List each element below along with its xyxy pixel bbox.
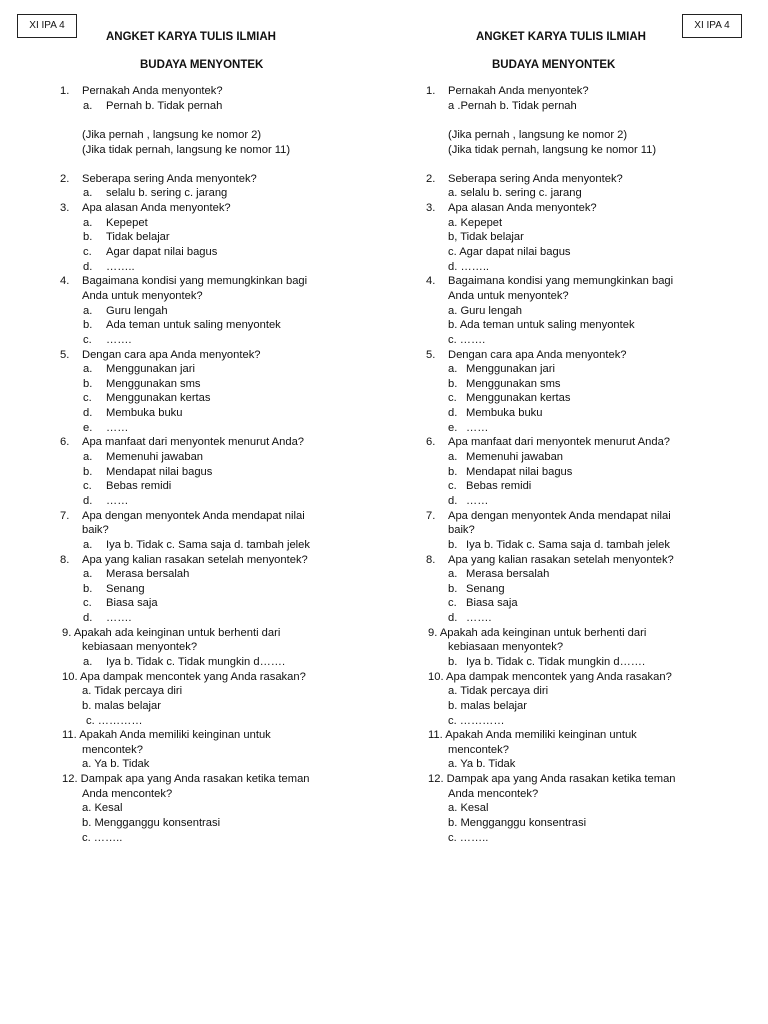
answer-row [0, 333, 384, 348]
questionnaire-title: ANGKET KARYA TULIS ILMIAH [476, 31, 646, 43]
answer-row [384, 626, 768, 641]
row-text: Iya b. Tidak c. Tidak mungkin d……. [106, 655, 286, 668]
row-text: Bebas remidi [466, 480, 532, 493]
row-text: Agar dapat nilai bagus [106, 246, 218, 259]
row-text: Apa yang kalian rasakan setelah menyontek? [448, 553, 674, 566]
row-text: Mendapat nilai bagus [106, 465, 213, 478]
row-text: 10. Apa dampak mencontek yang Anda rasakan? [62, 670, 306, 683]
answer-row [0, 743, 384, 758]
row-text: 10. Apa dampak mencontek yang Anda rasakan? [428, 670, 672, 683]
answer-row [384, 772, 768, 787]
answer-row [384, 260, 768, 275]
option-letter: c. [448, 392, 457, 405]
row-text: Memenuhi jawaban [466, 451, 564, 464]
row-text: mencontek? [82, 743, 143, 756]
answer-row [0, 523, 384, 538]
answer-row [0, 186, 384, 201]
answer-row [0, 143, 384, 158]
answer-row [0, 479, 384, 494]
row-text: mencontek? [448, 743, 509, 756]
questionnaire-subtitle: BUDAYA MENYONTEK [140, 59, 264, 71]
answer-row [384, 655, 768, 670]
row-text: 12. Dampak apa yang Anda rasakan ketika teman [62, 773, 310, 786]
option-letter: e. [448, 421, 458, 434]
answer-row [0, 567, 384, 582]
row-text: Menggunakan kertas [466, 392, 571, 405]
answer-row [384, 684, 768, 699]
row-text: c. Agar dapat nilai bagus [448, 246, 571, 259]
row-text: Apa yang kalian rasakan setelah menyontek? [82, 553, 308, 566]
answer-row [384, 479, 768, 494]
row-text: Apa dengan menyontek Anda mendapat nilai [448, 509, 671, 522]
answer-row [0, 391, 384, 406]
question-list [384, 84, 768, 845]
option-letter: b. [83, 231, 93, 244]
answer-row [384, 333, 768, 348]
option-letter: d. [448, 407, 458, 420]
row-text: Apa alasan Anda menyontek? [82, 202, 231, 215]
row-text: Anda untuk menyontek? [82, 289, 203, 302]
blank-line [384, 113, 768, 128]
answer-row [384, 230, 768, 245]
row-text: Memenuhi jawaban [106, 451, 204, 464]
row-text: Anda mencontek? [82, 787, 173, 800]
question-row [384, 201, 768, 216]
option-letter: e. [83, 421, 93, 434]
row-text: …… [466, 494, 489, 507]
answer-row [384, 801, 768, 816]
answer-row [0, 230, 384, 245]
row-text: b. Mengganggu konsentrasi [82, 817, 221, 830]
row-text: Biasa saja [106, 597, 158, 610]
blank-line [0, 113, 384, 128]
answer-row [384, 494, 768, 509]
answer-row [0, 289, 384, 304]
row-text: …… [466, 421, 489, 434]
option-letter: c. [83, 333, 92, 346]
option-letter: b. [448, 655, 458, 668]
question-row [0, 84, 384, 99]
question-number: 2. [60, 172, 70, 185]
option-letter: c. [83, 392, 92, 405]
row-text: ……. [106, 333, 132, 346]
row-text: a. Kesal [448, 802, 489, 815]
row-text: Apa manfaat dari menyontek menurut Anda? [82, 436, 305, 449]
blank-line [0, 157, 384, 172]
answer-row [0, 611, 384, 626]
option-letter: d. [83, 407, 93, 420]
row-text: Membuka buku [466, 407, 543, 420]
row-text: Bagaimana kondisi yang memungkinkan bagi [82, 275, 308, 288]
row-text: Menggunakan jari [466, 363, 555, 376]
row-text: Pernakah Anda menyontek? [448, 85, 589, 97]
row-text: a. Tidak percaya diri [448, 685, 549, 698]
class-label-box: XI IPA 4 [682, 14, 742, 38]
question-row [384, 553, 768, 568]
questionnaire-title: ANGKET KARYA TULIS ILMIAH [106, 31, 276, 43]
option-letter: a. [83, 538, 93, 551]
answer-row [0, 714, 384, 729]
row-text: (Jika pernah , langsung ke nomor 2) [448, 128, 628, 141]
answer-row [0, 216, 384, 231]
question-number: 6. [426, 436, 436, 449]
row-text: b. malas belajar [448, 699, 527, 712]
question-row [384, 84, 768, 99]
question-number: 2. [426, 172, 436, 185]
row-text: a .Pernah b. Tidak pernah [448, 99, 577, 112]
answer-row [384, 186, 768, 201]
row-text: b. Mengganggu konsentrasi [448, 817, 587, 830]
row-text: baik? [82, 524, 109, 537]
answer-row [0, 260, 384, 275]
row-text: (Jika tidak pernah, langsung ke nomor 11) [448, 143, 657, 156]
row-text: a. Tidak percaya diri [82, 685, 183, 698]
answer-row [0, 538, 384, 553]
option-letter: d. [83, 260, 93, 273]
answer-row [384, 391, 768, 406]
answer-row [0, 362, 384, 377]
row-text: ……. [106, 612, 132, 625]
row-text: kebiasaan menyontek? [448, 641, 564, 654]
row-text: Guru lengah [106, 304, 168, 317]
row-text: …… [106, 421, 129, 434]
question-number: 5. [60, 348, 70, 361]
row-text: selalu b. sering c. jarang [106, 187, 228, 200]
row-text: Pernakah Anda menyontek? [82, 85, 223, 97]
question-number: 7. [426, 509, 436, 522]
row-text: b, Tidak belajar [448, 231, 524, 244]
option-letter: a. [83, 187, 93, 200]
row-text: Menggunakan sms [106, 377, 201, 390]
option-letter: a. [448, 568, 458, 581]
question-number: 7. [60, 509, 70, 522]
answer-row [384, 567, 768, 582]
row-text: Menggunakan kertas [106, 392, 211, 405]
option-letter: d. [448, 612, 458, 625]
answer-row [384, 318, 768, 333]
answer-row [0, 99, 384, 114]
answer-row [384, 450, 768, 465]
row-text: 11. Apakah Anda memiliki keinginan untuk [62, 729, 271, 742]
question-list [0, 84, 384, 845]
row-text: Dengan cara apa Anda menyontek? [448, 348, 627, 361]
row-text: Pernah b. Tidak pernah [106, 99, 223, 112]
answer-row [384, 143, 768, 158]
question-row [0, 348, 384, 363]
question-number: 4. [426, 275, 436, 288]
row-text: Seberapa sering Anda menyontek? [448, 172, 623, 185]
answer-row [0, 450, 384, 465]
row-text: b. Ada teman untuk saling menyontek [448, 319, 635, 332]
answer-row [0, 670, 384, 685]
option-letter: a. [448, 363, 458, 376]
row-text: Apa dengan menyontek Anda mendapat nilai [82, 509, 305, 522]
answer-row [384, 216, 768, 231]
row-text: (Jika tidak pernah, langsung ke nomor 11) [82, 143, 291, 156]
option-letter: a. [83, 304, 93, 317]
row-text: c. …….. [448, 831, 489, 844]
row-text: Senang [466, 582, 505, 595]
question-number: 1. [60, 85, 70, 97]
option-letter: d. [83, 494, 93, 507]
option-letter: d. [83, 612, 93, 625]
answer-row [0, 640, 384, 655]
row-text: Bagaimana kondisi yang memungkinkan bagi [448, 275, 674, 288]
question-number: 8. [60, 553, 70, 566]
row-text: c. ………… [448, 714, 505, 727]
answer-row [0, 245, 384, 260]
option-letter: b. [448, 465, 458, 478]
answer-row [0, 465, 384, 480]
answer-row [0, 728, 384, 743]
row-text: a. Ya b. Tidak [448, 758, 516, 771]
row-text: Tidak belajar [106, 231, 170, 244]
question-number: 3. [60, 202, 70, 215]
row-text: Seberapa sering Anda menyontek? [82, 172, 257, 185]
answer-row [384, 245, 768, 260]
option-letter: c. [83, 246, 92, 259]
question-number: 5. [426, 348, 436, 361]
answer-row [384, 289, 768, 304]
row-text: c. …….. [82, 831, 123, 844]
answer-row [0, 816, 384, 831]
row-text: 12. Dampak apa yang Anda rasakan ketika teman [428, 773, 676, 786]
option-letter: b. [83, 582, 93, 595]
question-number: 3. [426, 202, 436, 215]
row-text: Apa alasan Anda menyontek? [448, 202, 597, 215]
row-text: Anda mencontek? [448, 787, 539, 800]
row-text: a. Guru lengah [448, 304, 523, 317]
answer-row [384, 304, 768, 319]
option-letter: c. [448, 597, 457, 610]
row-text: kebiasaan menyontek? [82, 641, 198, 654]
row-text: ……. [466, 612, 492, 625]
question-row [384, 274, 768, 289]
question-number: 1. [426, 85, 436, 97]
question-number: 4. [60, 275, 70, 288]
answer-row [384, 743, 768, 758]
option-letter: a. [83, 99, 93, 112]
answer-row [0, 406, 384, 421]
answer-row [384, 757, 768, 772]
answer-row [0, 699, 384, 714]
row-text: Biasa saja [466, 597, 518, 610]
option-letter: a. [83, 216, 93, 229]
answer-row [384, 831, 768, 846]
answer-row [0, 318, 384, 333]
answer-row [384, 640, 768, 655]
row-text: baik? [448, 524, 475, 537]
answer-row [384, 787, 768, 802]
answer-row [384, 714, 768, 729]
option-letter: c. [448, 480, 457, 493]
question-row [0, 274, 384, 289]
row-text: Iya b. Tidak c. Tidak mungkin d……. [466, 655, 646, 668]
answer-row [384, 421, 768, 436]
row-text: Apa manfaat dari menyontek menurut Anda? [448, 436, 671, 449]
row-text: Iya b. Tidak c. Sama saja d. tambah jelek [466, 538, 670, 551]
answer-row [384, 611, 768, 626]
answer-row [0, 377, 384, 392]
option-letter: c. [83, 480, 92, 493]
row-text: Senang [106, 582, 145, 595]
row-text: Ada teman untuk saling menyontek [106, 319, 281, 332]
row-text: c. ………… [86, 714, 143, 727]
row-text: Mendapat nilai bagus [466, 465, 573, 478]
row-text: a. Kesal [82, 802, 123, 815]
answer-row [0, 684, 384, 699]
answer-row [0, 787, 384, 802]
answer-row [384, 523, 768, 538]
row-text: Membuka buku [106, 407, 183, 420]
answer-row [0, 655, 384, 670]
row-text: c. ……. [448, 333, 486, 346]
row-text: …… [106, 494, 129, 507]
row-text: d. …….. [448, 260, 490, 273]
question-row [0, 435, 384, 450]
row-text: Merasa bersalah [466, 568, 550, 581]
question-row [384, 348, 768, 363]
answer-row [0, 626, 384, 641]
row-text: 9. Apakah ada keinginan untuk berhenti dari [428, 626, 647, 639]
row-text: 11. Apakah Anda memiliki keinginan untuk [428, 729, 637, 742]
answer-row [384, 670, 768, 685]
row-text: a. selalu b. sering c. jarang [448, 187, 582, 200]
row-text: Bebas remidi [106, 480, 172, 493]
option-letter: b. [448, 538, 458, 551]
answer-row [0, 772, 384, 787]
row-text: …….. [106, 260, 135, 273]
question-number: 6. [60, 436, 70, 449]
row-text: a. Ya b. Tidak [82, 758, 150, 771]
answer-row [384, 362, 768, 377]
question-row [0, 553, 384, 568]
question-row [0, 201, 384, 216]
row-text: Kepepet [106, 216, 148, 229]
answer-row [0, 421, 384, 436]
option-letter: b. [83, 465, 93, 478]
option-letter: a. [83, 568, 93, 581]
row-text: 9. Apakah ada keinginan untuk berhenti dari [62, 626, 281, 639]
option-letter: a. [83, 363, 93, 376]
row-text: Menggunakan jari [106, 363, 195, 376]
answer-row [384, 99, 768, 114]
option-letter: a. [83, 655, 93, 668]
row-text: b. malas belajar [82, 699, 161, 712]
option-letter: b. [448, 582, 458, 595]
question-number: 8. [426, 553, 436, 566]
answer-row [0, 801, 384, 816]
question-row [384, 509, 768, 524]
answer-row [384, 377, 768, 392]
answer-row [384, 728, 768, 743]
question-row [384, 172, 768, 187]
option-letter: c. [83, 597, 92, 610]
row-text: Dengan cara apa Anda menyontek? [82, 348, 261, 361]
answer-row [0, 596, 384, 611]
row-text: Anda untuk menyontek? [448, 289, 569, 302]
answer-row [0, 582, 384, 597]
questionnaire-right [384, 0, 768, 1024]
question-row [384, 435, 768, 450]
answer-row [384, 465, 768, 480]
answer-row [0, 831, 384, 846]
answer-row [0, 494, 384, 509]
question-row [0, 509, 384, 524]
answer-row [384, 699, 768, 714]
option-letter: b. [83, 377, 93, 390]
option-letter: b. [83, 319, 93, 332]
row-text: a. Kepepet [448, 216, 503, 229]
option-letter: a. [83, 451, 93, 464]
class-label-box: XI IPA 4 [17, 14, 77, 38]
answer-row [384, 538, 768, 553]
answer-row [384, 406, 768, 421]
row-text: Iya b. Tidak c. Sama saja d. tambah jelek [106, 538, 310, 551]
option-letter: d. [448, 494, 458, 507]
answer-row [384, 582, 768, 597]
option-letter: a. [448, 451, 458, 464]
answer-row [0, 304, 384, 319]
answer-row [0, 757, 384, 772]
answer-row [384, 596, 768, 611]
row-text: (Jika pernah , langsung ke nomor 2) [82, 128, 262, 141]
answer-row [384, 128, 768, 143]
blank-line [384, 157, 768, 172]
option-letter: b. [448, 377, 458, 390]
answer-row [0, 128, 384, 143]
row-text: Merasa bersalah [106, 568, 190, 581]
answer-row [384, 816, 768, 831]
row-text: Menggunakan sms [466, 377, 561, 390]
questionnaire-subtitle: BUDAYA MENYONTEK [492, 59, 616, 71]
question-row [0, 172, 384, 187]
